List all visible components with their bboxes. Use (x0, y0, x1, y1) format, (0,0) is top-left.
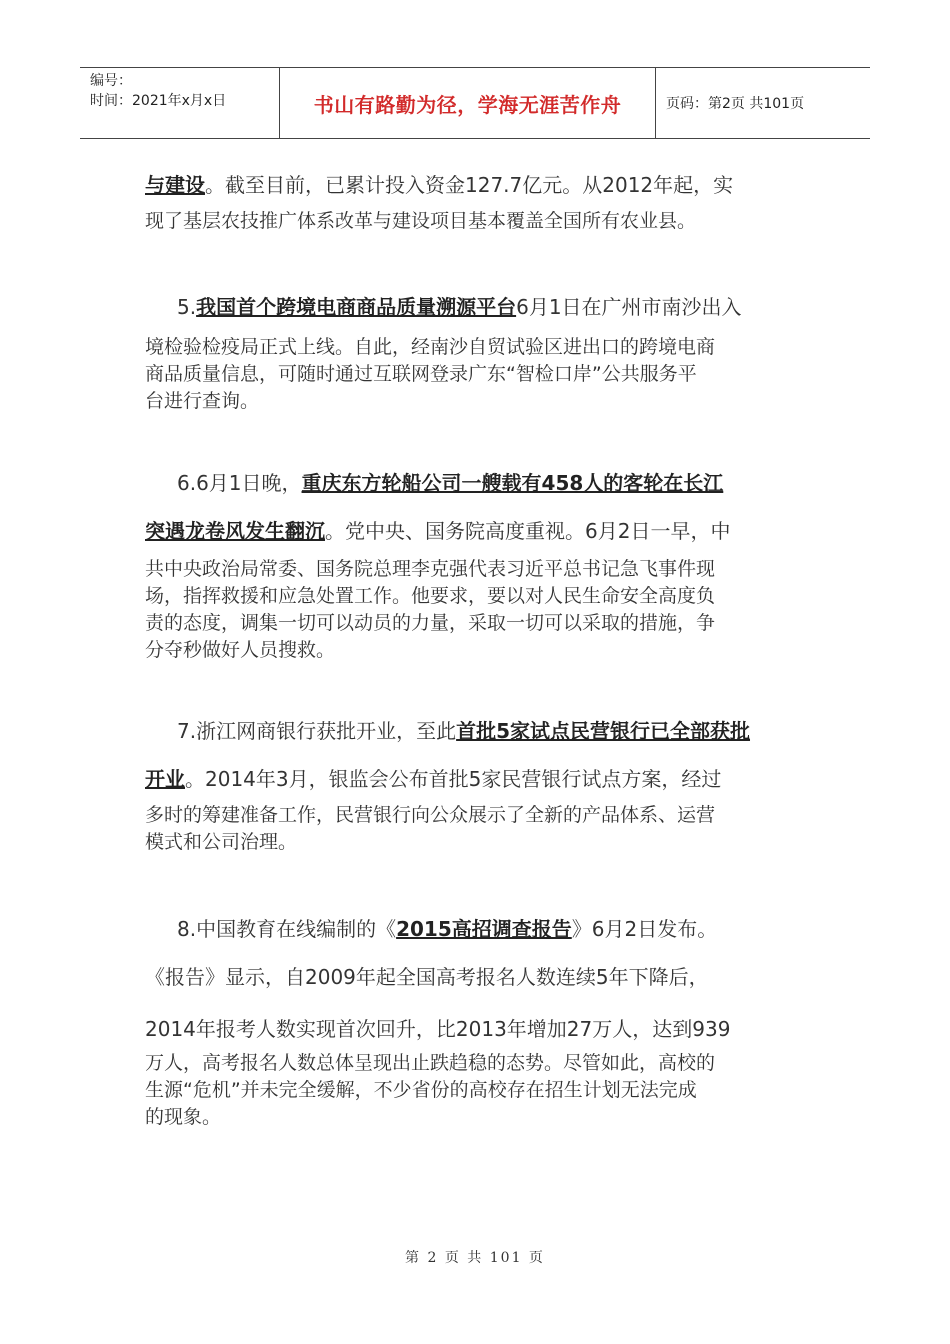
page-header (80, 67, 870, 139)
text-line: 境检验检疫局正式上线。自此，经南沙自贸试验区进出口的跨境电商 (145, 336, 716, 358)
text-line: 台进行查询。 (145, 390, 260, 412)
text-line: 多时的筹建准备工作，民营银行向公众展示了全新的产品体系、运营 (145, 804, 716, 826)
text-line: 。2014年3月，银监会公布首批5家民营银行试点方案，经过 (185, 767, 722, 791)
link-fanchen[interactable]: 突遇龙卷风发生翻沉 (145, 519, 325, 543)
header-meta (80, 68, 280, 138)
number-label: 编号： (90, 73, 132, 89)
page-footer (0, 1247, 950, 1267)
text-line: 生源“危机”并未完全缓解，不少省份的高校存在招生计划无法完成 (145, 1079, 697, 1101)
paragraph-6 (145, 468, 805, 664)
page-info-text: 页码：第2页 共101页 (666, 96, 805, 112)
text-line: 6月1日在广州市南沙出入 (516, 295, 742, 319)
text-line: 场，指挥救援和应急处置工作。他要求，要以对人民生命安全高度负 (145, 585, 716, 607)
text-line: 2014年报考人数实现首次回升，比2013年增加27万人，达到939 (145, 1017, 731, 1041)
text-line: 模式和公司治理。 (145, 831, 298, 853)
link-jianshe[interactable]: 与建设 (145, 173, 205, 197)
text-line: 责的态度，调集一切可以动员的力量，采取一切可以采取的措施，争 (145, 612, 716, 634)
item-number: 8.中国教育在线编制的《 (177, 917, 397, 941)
header-page-info (656, 68, 870, 138)
header-motto (280, 68, 656, 138)
item-number: 6.6月1日晚， (177, 471, 302, 495)
motto-text: 书山有路勤为径，学海无涯苦作舟 (313, 92, 622, 117)
text-line: 》6月2日发布。 (571, 917, 718, 941)
link-kaiye[interactable]: 开业 (145, 767, 185, 791)
item-number: 5. (177, 295, 197, 319)
text-line: 商品质量信息，可随时通过互联网登录广东“智检口岸”公共服务平 (145, 363, 697, 385)
paragraph-1 (145, 170, 805, 234)
text-line: 的现象。 (145, 1106, 222, 1128)
text-line: 现了基层农技推广体系改革与建设项目基本覆盖全国所有农业县。 (145, 210, 697, 232)
text-line: 分夺秒做好人员搜救。 (145, 639, 336, 661)
text-line: 。截至目前，已累计投入资金127.7亿元。从2012年起，实 (205, 173, 734, 197)
link-kelun[interactable]: 重庆东方轮船公司一艘载有458人的客轮在长江 (301, 471, 724, 495)
text-line: 《报告》显示，自2009年起全国高考报名人数连续5年下降后， (145, 965, 709, 989)
paragraph-5 (145, 292, 805, 415)
text-line: 共中央政治局常委、国务院总理李克强代表习近平总书记急飞事件现 (145, 558, 716, 580)
item-number: 7.浙江网商银行获批开业，至此 (177, 719, 457, 743)
date-label: 时间：2021年x月x日 (90, 93, 227, 109)
link-kuajing-platform[interactable]: 我国首个跨境电商商品质量溯源平台 (196, 295, 517, 319)
text-line: 。党中央、国务院高度重视。6月2日一早，中 (325, 519, 731, 543)
paragraph-7 (145, 716, 805, 856)
link-gaozhao-report[interactable]: 2015高招调查报告 (396, 917, 572, 941)
text-line: 万人，高考报名人数总体呈现出止跌趋稳的态势。尽管如此，高校的 (145, 1052, 716, 1074)
paragraph-8 (145, 914, 805, 1131)
footer-page-number: 第 2 页 共 101 页 (405, 1250, 545, 1266)
link-minying-bank[interactable]: 首批5家试点民营银行已全部获批 (456, 719, 751, 743)
